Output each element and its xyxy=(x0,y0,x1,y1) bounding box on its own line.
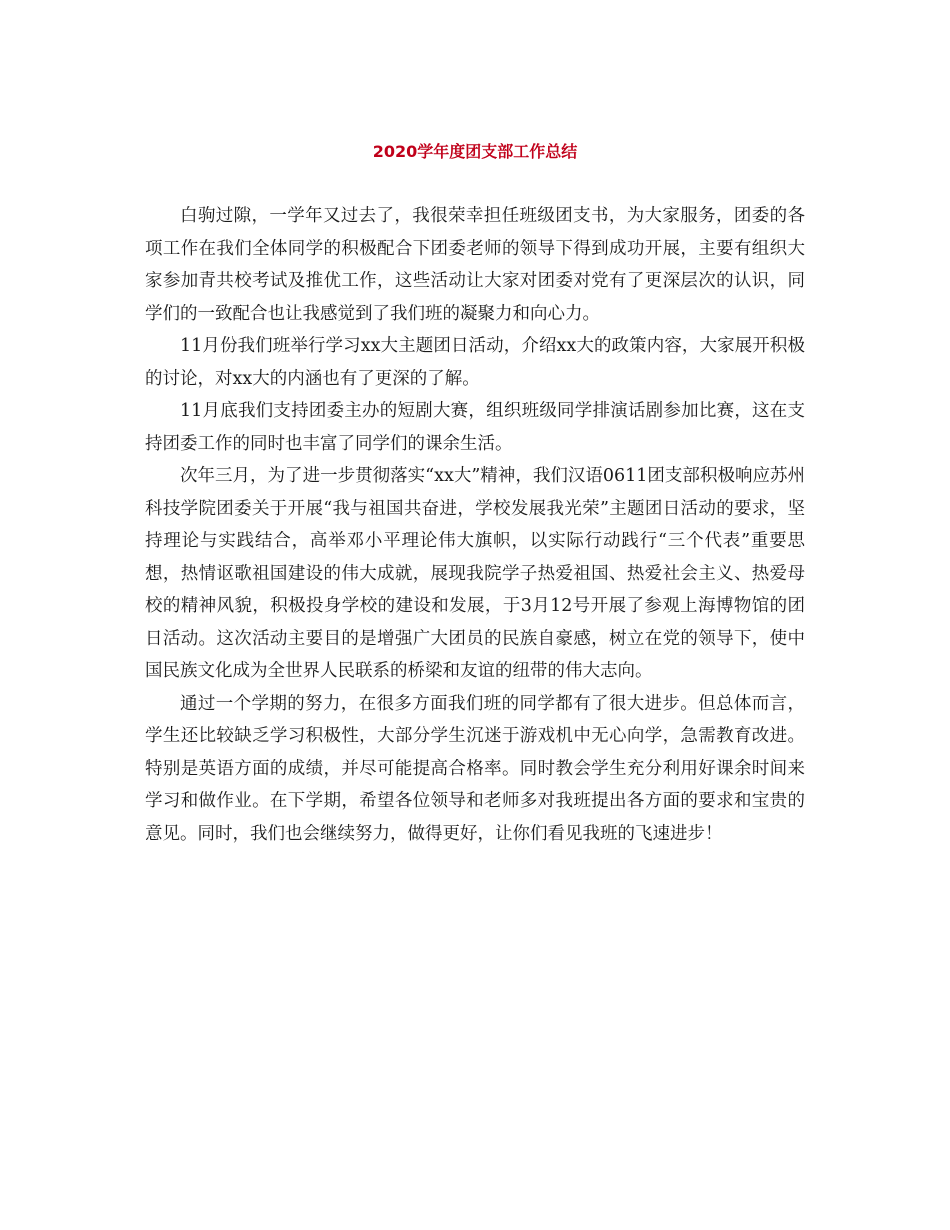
paragraph-november-activity: 11月份我们班举行学习xx大主题团日活动，介绍xx大的政策内容，大家展开积极的讨论，对xx大的内涵也有了更深的了解。 xyxy=(145,336,805,389)
paragraph-intro: 白驹过隙，一学年又过去了，我很荣幸担任班级团支书，为大家服务，团委的各项工作在我们全体同学的积极配合下团委老师的领导下得到成功开展，主要有组织大家参加青共校考试及推优工作，这些活动让大家对团委对党有了更深层次的认识，同学们的一致配合也让我感觉到了我们班的凝聚力和向心力。 xyxy=(145,206,805,324)
paragraph-summary: 通过一个学期的努力，在很多方面我们班的同学都有了很大进步。但总体而言，学生还比较缺乏学习积极性，大部分学生沉迷于游戏机中无心向学，急需教育改进。特别是英语方面的成绩，并尽可能提高合格率。同时教会学生充分利用好课余时间来学习和做作业。在下学期，希望各位领导和老师多对我班提出各方面的要求和宝贵的意见。同时，我们也会继续努力，做得更好，让你们看见我班的飞速进步！ xyxy=(145,693,805,844)
document-body xyxy=(145,200,805,850)
paragraph-march-activity: 次年三月，为了进一步贯彻落实“xx大”精神，我们汉语0611团支部积极响应苏州科技学院团委关于开展“我与祖国共奋进，学校发展我光荣”主题团日活动的要求，坚持理论与实践结合，高举邓小平理论伟大旗帜，以实际行动践行“三个代表”重要思想，热情讴歌祖国建设的伟大成就，展现我院学子热爱祖国、热爱社会主义、热爱母校的精神风貌，积极投身学校的建设和发展，于3月12号开展了参观上海博物馆的团日活动。这次活动主要目的是增强广大团员的民族自豪感，树立在党的领导下，使中国民族文化成为全世界人民联系的桥梁和友谊的纽带的伟大志向。 xyxy=(145,466,805,681)
paragraph-drama-contest: 11月底我们支持团委主办的短剧大赛，组织班级同学排演话剧参加比赛，这在支持团委工作的同时也丰富了同学们的课余生活。 xyxy=(145,401,805,454)
document-title: 2020学年度团支部工作总结 xyxy=(372,142,578,161)
